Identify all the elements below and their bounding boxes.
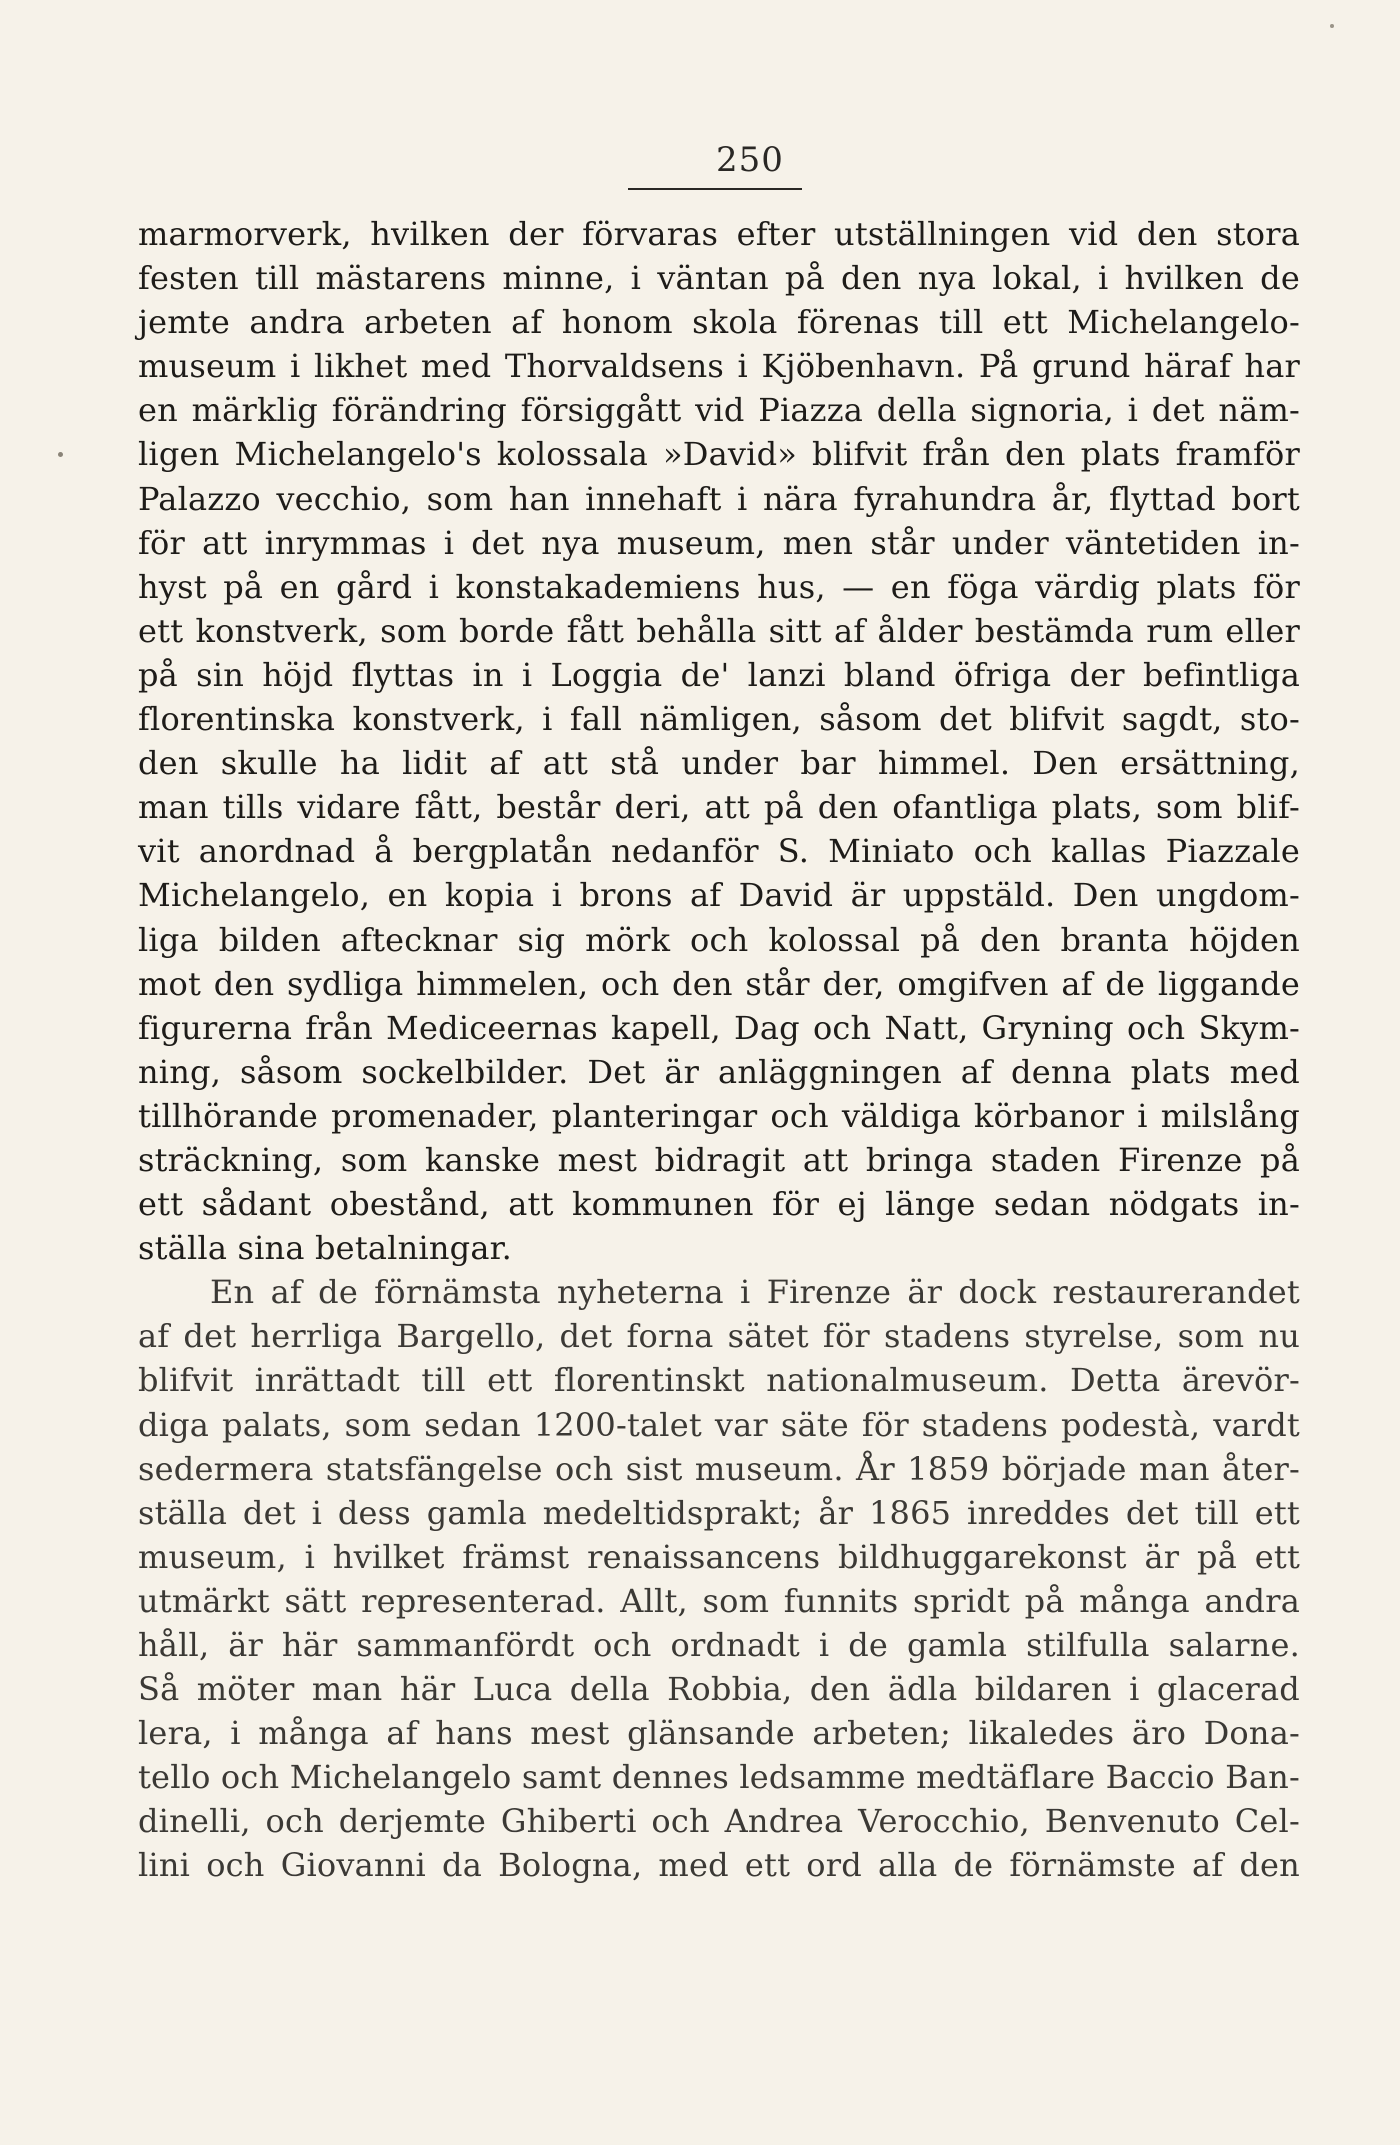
text-line: ställa det i dess gamla medeltidsprakt; år 1865 inreddes det till ett (138, 1493, 1300, 1532)
text-line: marmorverk, hvilken der förvaras efter utställningen vid den stora (138, 215, 1300, 253)
text-line: den skulle ha lidit af att stå under bar himmel. Den ersättning, (138, 744, 1300, 783)
corner-speck (1330, 24, 1334, 28)
text-line: diga palats, som sedan 1200-talet var säte för stadens podestà, vardt (138, 1405, 1300, 1444)
text-line: på sin höjd flyttas in i Loggia de' lanzi bland öfriga der befintliga (138, 655, 1300, 694)
text-line: museum i likhet med Thorvaldsens i Kjöbenhavn. På grund häraf har (138, 347, 1300, 386)
text-line: museum, i hvilket främst renaissancens bildhuggarekonst är på ett (138, 1537, 1300, 1576)
text-line: för att inrymmas i det nya museum, men står under väntetiden in- (138, 523, 1300, 562)
text-line: håll, är här sammanfördt och ordnadt i de gamla stilfulla salarne. (138, 1626, 1300, 1664)
paragraph-1 (138, 212, 1300, 1270)
margin-speck (58, 452, 63, 457)
text-line: man tills vidare fått, består deri, att på den ofantliga plats, som blif- (138, 788, 1300, 827)
text-line: tello och Michelangelo samt dennes ledsamme medtäflare Baccio Ban- (138, 1758, 1300, 1797)
body-text (138, 212, 1300, 1888)
text-line: dinelli, och derjemte Ghiberti och Andrea Verocchio, Benvenuto Cel- (138, 1802, 1300, 1841)
text-line: ligen Michelangelo's kolossala »David» blifvit från den plats framför (138, 435, 1300, 474)
text-line: ett sådant obestånd, att kommunen för ej länge sedan nödgats in- (138, 1185, 1300, 1224)
text-line: mot den sydliga himmelen, och den står der, omgifven af de liggande (138, 964, 1300, 1003)
text-line: hyst på en gård i konstakademiens hus, — en föga värdig plats för (138, 567, 1300, 606)
page-number: 250 (716, 140, 784, 180)
text-line: tillhörande promenader, planteringar och väldiga körbanor i milslång (138, 1096, 1300, 1135)
text-line: en märklig förändring försiggått vid Piazza della signoria, i det näm- (138, 391, 1300, 430)
text-line: sträckning, som kanske mest bidragit att bringa staden Firenze på (138, 1140, 1300, 1179)
text-line: Michelangelo, en kopia i brons af David är uppstäld. Den ungdom- (138, 876, 1300, 915)
text-line: lera, i många af hans mest glänsande arbeten; likaledes äro Dona- (138, 1714, 1300, 1753)
text-line: af det herrliga Bargello, det forna sätet för stadens styrelse, som nu (138, 1317, 1300, 1356)
text-line: Så möter man här Luca della Robbia, den ädla bildaren i glacerad (138, 1670, 1300, 1709)
text-line: blifvit inrättadt till ett florentinskt nationalmuseum. Detta ärevör- (138, 1361, 1300, 1400)
text-line: florentinska konstverk, i fall nämligen, såsom det blifvit sagdt, sto- (138, 700, 1300, 739)
text-line: ställa sina betalningar. (138, 1229, 512, 1268)
page-number-rule (628, 188, 802, 190)
text-line: festen till mästarens minne, i väntan på den nya lokal, i hvilken de (138, 259, 1300, 298)
text-line: ett konstverk, som borde fått behålla sitt af ålder bestämda rum eller (138, 611, 1300, 650)
text-line: ning, såsom sockelbilder. Det är anläggningen af denna plats med (138, 1052, 1300, 1091)
text-line: En af de förnämsta nyheterna i Firenze är dock restaurerandet (210, 1273, 1300, 1312)
text-line: figurerna från Mediceernas kapell, Dag och Natt, Gryning och Skym- (138, 1008, 1300, 1047)
text-line: lini och Giovanni da Bologna, med ett ord alla de förnämste af den (138, 1846, 1300, 1885)
text-line: sedermera statsfängelse och sist museum. År 1859 började man åter- (138, 1449, 1300, 1488)
text-line: utmärkt sätt representerad. Allt, som funnits spridt på många andra (138, 1581, 1300, 1620)
text-line: liga bilden aftecknar sig mörk och kolossal på den branta höjden (138, 920, 1300, 959)
text-line: vit anordnad å bergplatån nedanför S. Miniato och kallas Piazzale (138, 832, 1300, 871)
paragraph-2 (138, 1270, 1300, 1887)
text-line: Palazzo vecchio, som han innehaft i nära fyrahundra år, flyttad bort (138, 479, 1300, 518)
text-line: jemte andra arbeten af honom skola förenas till ett Michelangelo- (138, 303, 1300, 342)
